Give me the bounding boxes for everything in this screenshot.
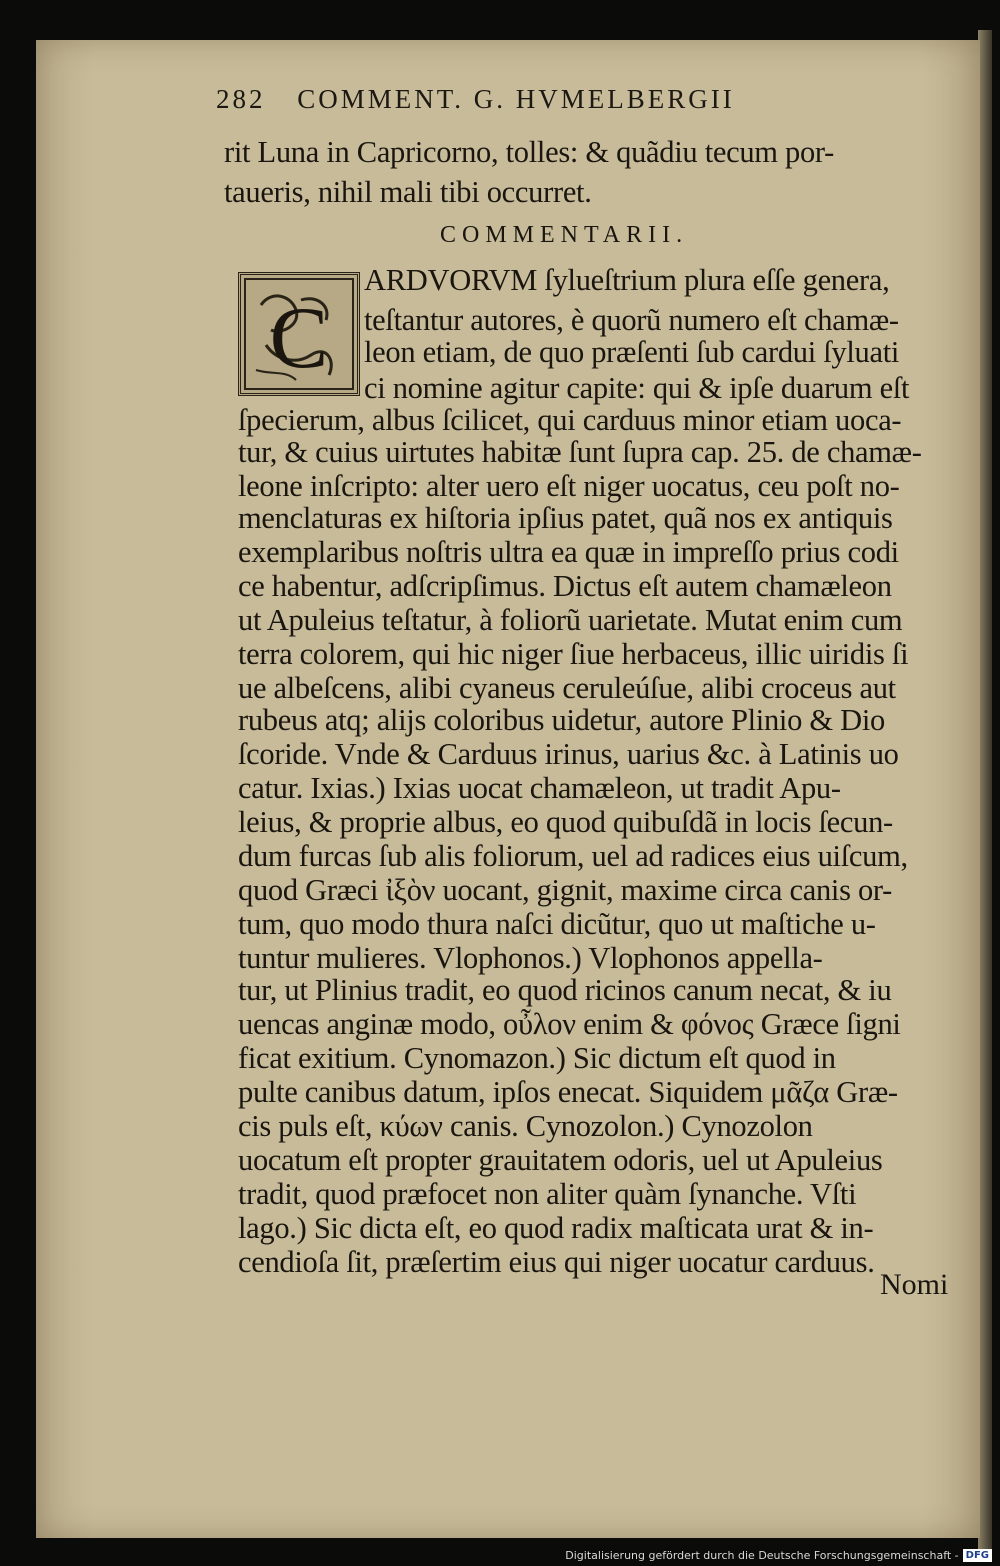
dfg-logo: DFG <box>963 1549 992 1562</box>
text-line: cis puls eſt, κύων canis. Cynozolon.) Cynozolon <box>238 1109 813 1143</box>
decorated-initial <box>238 272 360 396</box>
catchword: Nomi <box>880 1268 949 1301</box>
text-line: tuntur mulieres. Vlophonos.) Vlophonos appella- <box>238 941 823 975</box>
initial-letter: C <box>269 290 329 387</box>
text-line: tum, quo modo thura naſci dicũtur, quo ut maſtiche u- <box>238 907 876 941</box>
text-line: ficat exitium. Cynomazon.) Sic dictum eſt quod in <box>238 1041 836 1075</box>
text-line: catur. Ixias.) Ixias uocat chamæleon, ut tradit Apu- <box>238 771 841 805</box>
running-title: COMMENT. G. HVMELBERGII <box>297 84 735 114</box>
text-line: ſpecierum, albus ſcilicet, qui carduus minor etiam uoca- <box>238 403 902 437</box>
text-line: pulte canibus datum, ipſos enecat. Siquidem μᾶζα Græ- <box>238 1075 898 1109</box>
initial-letter-graphic <box>241 275 357 393</box>
text-line: leone inſcripto: alter uero eſt niger uocatus, ceu poſt no- <box>238 469 900 503</box>
text-line: ci nomine agitur capite: qui & ipſe duarum eſt <box>364 371 910 405</box>
text-line: rit Luna in Capricorno, tolles: & quãdiu tecum por- <box>224 135 835 169</box>
text-line: rubeus atq; alijs coloribus uidetur, autore Plinio & Dio <box>238 703 885 737</box>
footer-text: Digitalisierung gefördert durch die Deutsche Forschungsgemeinschaft - <box>565 1548 959 1562</box>
text-line: leius, & proprie albus, eo quod quibuſdã in locis ſecun- <box>238 805 893 839</box>
text-line: menclaturas ex hiſtoria ipſius patet, quã nos ex antiquis <box>238 501 893 535</box>
running-header <box>216 84 916 124</box>
text-line: teſtantur autores, è quorũ numero eſt chamæ- <box>364 303 899 337</box>
text-line: tur, & cuius uirtutes habitæ ſunt ſupra cap. 25. de chamæ- <box>238 435 922 469</box>
text-line: ſcoride. Vnde & Carduus irinus, uarius &c. à Latinis uo <box>238 737 899 771</box>
text-line: terra colorem, qui hic niger ſiue herbaceus, illic uiridis ſi <box>238 637 909 671</box>
text-line: quod Græci ἰξὸν uocant, gignit, maxime circa canis or- <box>238 873 893 907</box>
text-line: uencas anginæ modo, οὖλον enim & φόνος Græce ſigni <box>238 1007 901 1041</box>
text-line: dum furcas ſub alis foliorum, uel ad radices eius uiſcum, <box>238 839 908 873</box>
text-line: ut Apuleius teſtatur, à foliorũ uarietate. Mutat enim cum <box>238 603 903 637</box>
digitization-footer <box>565 1546 992 1564</box>
text-line: ue albeſcens, alibi cyaneus ceruleúſue, alibi croceus aut <box>238 671 896 705</box>
text-line: ARDVORVM ſylueſtrium plura eſſe genera, <box>364 263 890 297</box>
section-title: COMMENTARII. <box>440 222 689 248</box>
text-line: leon etiam, de quo præſenti ſub cardui ſyluati <box>364 335 900 369</box>
text-line: tradit, quod præfocet non aliter quàm ſynanche. Vſti <box>238 1177 857 1211</box>
text-line: uocatum eſt propter grauitatem odoris, uel ut Apuleius <box>238 1143 883 1177</box>
text-line: ce habentur, adſcripſimus. Dictus eſt autem chamæleon <box>238 569 892 603</box>
text-line: lago.) Sic dicta eſt, eo quod radix maſticata urat & in- <box>238 1211 874 1245</box>
page-edge <box>978 30 992 1550</box>
text-line: tur, ut Plinius tradit, eo quod ricinos canum necat, & iu <box>238 973 892 1007</box>
text-line: taueris, nihil mali tibi occurret. <box>224 175 592 209</box>
page-number: 282 <box>216 84 266 114</box>
text-line: exemplaribus noſtris ultra ea quæ in impreſſo prius codi <box>238 535 899 569</box>
text-line: cendioſa ſit, præſertim eius qui niger uocatur carduus. <box>238 1245 875 1279</box>
